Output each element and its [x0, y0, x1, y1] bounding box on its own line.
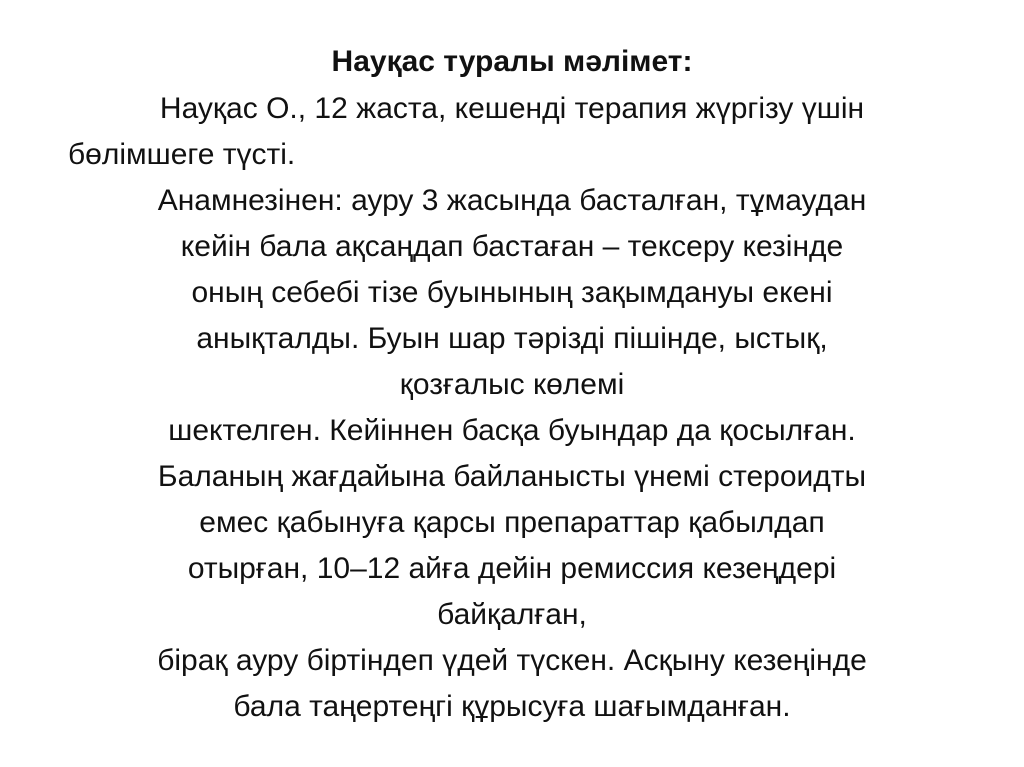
text-line: кейін бала ақсаңдап бастаған – тексеру кезінде	[180, 230, 844, 263]
text-line: шектелген. Кейіннен басқа буындар да қосылған.	[168, 414, 856, 447]
text-line: бала таңертеңгі құрысуға шағымданған.	[233, 690, 791, 723]
text-line: қозғалыс көлемі	[399, 368, 625, 401]
text-line: Анамнезінен: ауру 3 жасында басталған, тұмаудан	[157, 184, 867, 217]
text-line: байқалған,	[437, 598, 587, 631]
slide-title: Науқас туралы мәлімет:	[331, 45, 693, 78]
text-line: Науқас О., 12 жаста, кешенді терапия жүргізу үшін	[159, 92, 865, 125]
text-line: емес қабынуға қарсы препараттар қабылдап	[199, 506, 825, 539]
text-line: отырған, 10–12 айға дейін ремиссия кезеңдері	[187, 552, 837, 585]
text-line: Баланың жағдайына байланысты үнемі стероидты	[157, 460, 867, 493]
text-line: бірақ ауру біртіндеп үдей түскен. Асқыну кезеңінде	[157, 644, 867, 677]
patient-description	[0, 86, 1024, 730]
text-line: бөлімшеге түсті.	[68, 138, 296, 171]
text-line: анықталды. Буын шар тәрізді пішінде, ыстық,	[196, 322, 828, 355]
text-line: оның себебі тізе буынының зақымдануы екені	[191, 276, 833, 309]
